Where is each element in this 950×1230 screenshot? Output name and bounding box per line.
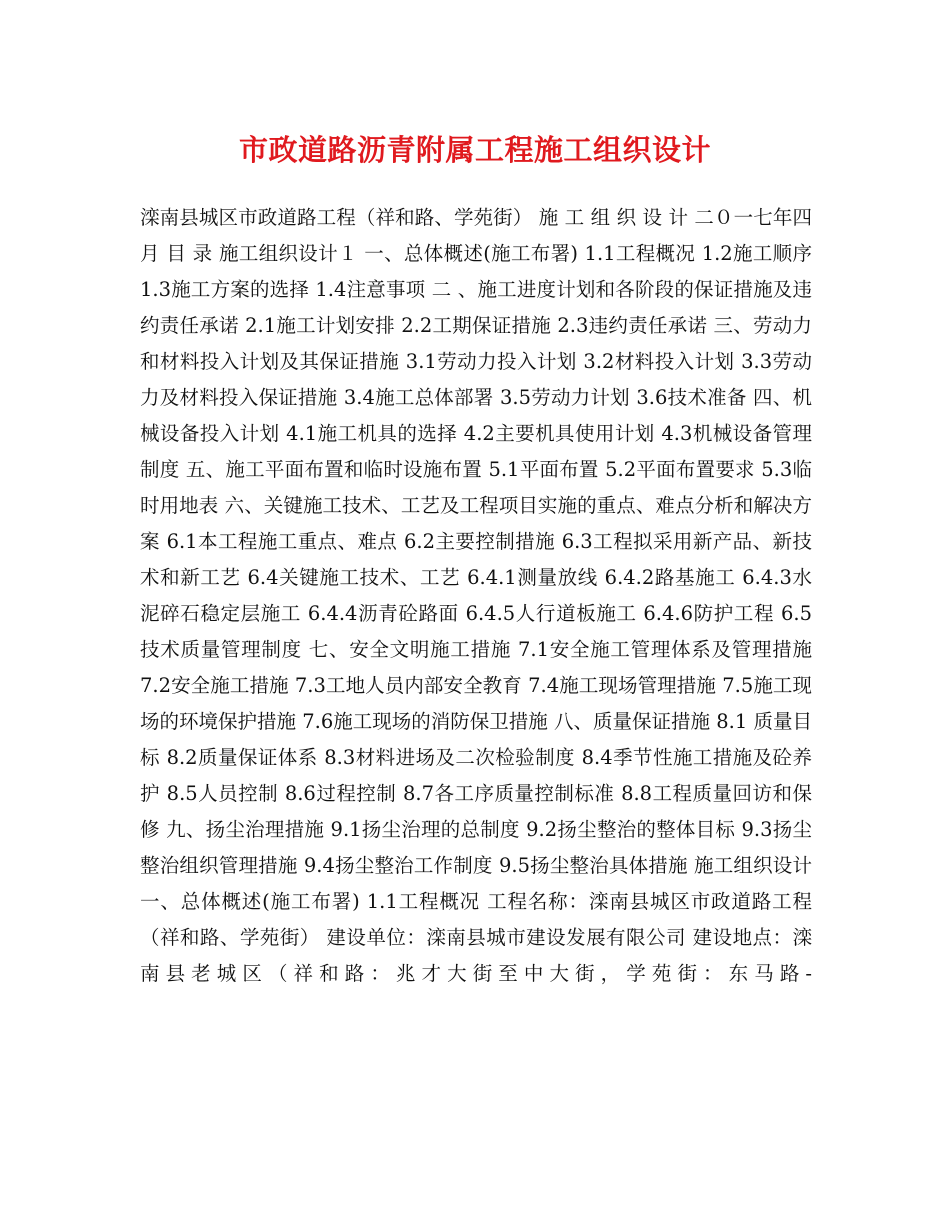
- document-body-text: 滦南县城区市政道路工程（祥和路、学苑街） 施 工 组 织 设 计 二０一七年四月 目 录 施工组织设计１ 一、总体概述(施工布署) 1.1工程概况 1.2施工顺序 1.3施工方案的选择 1.4注意事项 二 、施工进度计划和各阶段的保证措施及违约责任承诺 2.1施工计划安排 2.2工期保证措施 2.3违约责任承诺 三、劳动力和材料投入计划及其保证措施 3.1劳动力投入计划 3.2材料投入计划 3.3劳动力及材料投入保证措施 3.4施工总体部署 3.5劳动力计划 3.6技术准备 四、机械设备投入计划 4.1施工机具的选择 4.2主要机具使用计划 4.3机械设备管理制度 五、施工平面布置和临时设施布置 5.1平面布置 5.2平面布置要求 5.3临时用地表 六、关键施工技术、工艺及工程项目实施的重点、难点分析和解决方案 6.1本工程施工重点、难点 6.2主要控制措施 6.3工程拟采用新产品、新技术和新工艺 6.4关键施工技术、工艺 6.4.1测量放线 6.4.2路基施工 6.4.3水泥碎石稳定层施工 6.4.4沥青砼路面 6.4.5人行道板施工 6.4.6防护工程 6.5技术质量管理制度 七、安全文明施工措施 7.1安全施工管理体系及管理措施 7.2安全施工措施 7.3工地人员内部安全教育 7.4施工现场管理措施 7.5施工现场的环境保护措施 7.6施工现场的消防保卫措施 八、质量保证措施 8.1 质量目标 8.2质量保证体系 8.3材料进场及二次检验制度 8.4季节性施工措施及砼养护 8.5人员控制 8.6过程控制 8.7各工序质量控制标准 8.8工程质量回访和保修 九、扬尘治理措施 9.1扬尘治理的总制度 9.2扬尘整治的整体目标 9.3扬尘整治组织管理措施 9.4扬尘整治工作制度 9.5扬尘整治具体措施 施工组织设计 一、总体概述(施工布署) 1.1工程概况 工程名称：滦南县城区市政道路工程（祥和路、学苑街） 建设单位：滦南县城市建设发展有限公司 建设地点：滦南县老城区（祥和路：兆才大街至中大街，学苑街：东马路-: [140, 206, 812, 985]
- document-title: 市政道路沥青附属工程施工组织设计: [238, 133, 711, 167]
